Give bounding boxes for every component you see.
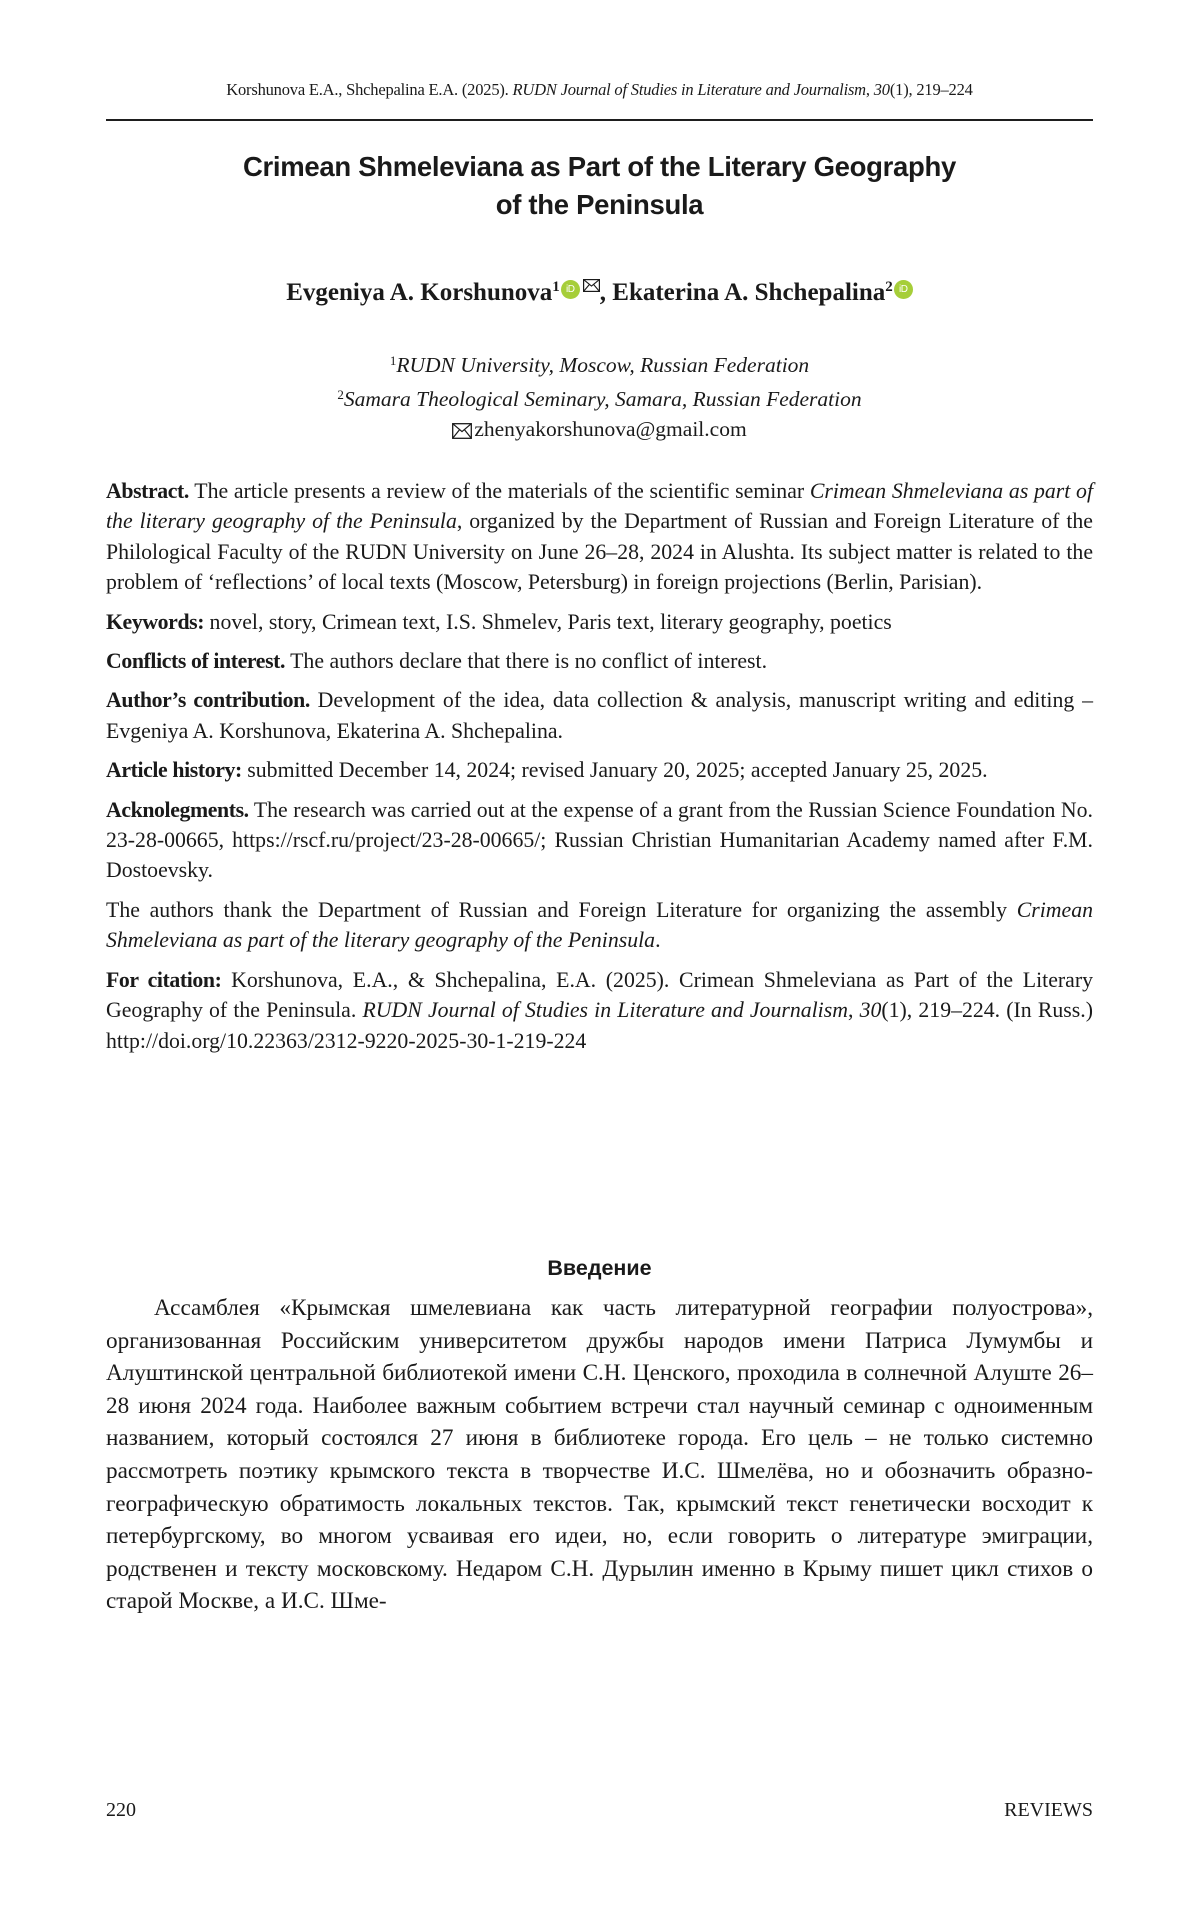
contribution-label: Author’s contribution.	[106, 688, 310, 713]
orcid-icon[interactable]: iD	[561, 280, 580, 299]
running-head-pages: (1), 219–224	[889, 80, 973, 99]
running-head-volume: 30	[873, 80, 890, 99]
page-number: 220	[106, 1799, 136, 1821]
doi-link[interactable]: http://doi.org/10.22363/2312-9220-2025-30-1-219-224	[106, 1028, 587, 1053]
header-rule	[106, 119, 1093, 121]
abstract: Abstract. The article presents a review of the materials of the scientific seminar Crimean Shmeleviana as part of the literary geography of the Peninsula, organized by the Department of Russian and Foreign Literature of the Philological Faculty of the RUDN University on June 26–28, 2024 in Alushta. Its subject matter is related to the problem of ‘reflections’ of local texts (Moscow, Petersburg) in foreign projections (Berlin, Parisian).	[106, 479, 1093, 595]
thanks: The authors thank the Department of Russian and Foreign Literature for organizing the assembly Crimean Shmeleviana as part of the literary geography of the Peninsula.	[106, 897, 1093, 953]
running-head-authors: Korshunova E.A., Shchepalina E.A. (2025).	[226, 80, 513, 99]
orcid-icon[interactable]: iD	[894, 280, 913, 299]
acknowledgments: Acknolegments. The research was carried out at the expense of a grant from the Russian Science Foundation No. 23-28-00665, https://rscf.ru/project/23-28-00665/; Russian Christian Humanitarian Academy named after F.M. Dostoevsky.	[106, 797, 1093, 883]
envelope-icon[interactable]	[583, 268, 600, 302]
article-title	[106, 148, 1093, 224]
affiliations	[106, 346, 1093, 447]
article-title-line-1: Crimean Shmeleviana as Part of the Literary Geography	[242, 151, 957, 182]
author-name: Evgeniya A. Korshunova	[286, 279, 553, 306]
body-paragraph: Ассамблея «Крымская шмелевиана как часть литературной географии полуострова», организованная Российским университетом дружбы народов имени Патриса Лумумбы и Алуштинской центральной библиотекой имени С.Н. Ценского, проходила в солнечной Алуште 26–28 июня 2024 года. Наиболее важным событием встречи стал научный семинар с одноименным названием, который состоялся 27 июня в библиотеке города. Его цель – не только системно рассмотреть поэтику крымского текста в творчестве И.С. Шмелёва, но и обозначить образно-географическую обратимость локальных текстов. Так, крымский текст генетически восходит к петербургскому, во многом усваивая его идеи, но, если говорить о литературе эмиграции, родственен и тексту московскому. Недаром С.Н. Дурылин именно в Крыму пишет цикл стихов о старой Москве, а И.С. Шме-	[106, 1295, 1093, 1615]
affiliation-marker: 2	[885, 279, 893, 295]
corresponding-email	[106, 414, 1093, 447]
article-title-line-2: of the Peninsula	[495, 189, 704, 220]
conflicts-of-interest: Conflicts of interest. The authors declare that there is no conflict of interest.	[106, 649, 768, 674]
author-contribution: Author’s contribution. Development of the idea, data collection & analysis, manuscript writing and editing – Evgeniya A. Korshunova, Ekaterina A. Shchepalina.	[106, 688, 1093, 743]
email-link[interactable]: zhenyakorshunova@gmail.com	[474, 417, 747, 441]
affiliation-item: $^1$RUDN University, Moscow, Russian Federation	[389, 353, 810, 377]
author-list: Evgeniya A. Korshunova$^1$ iD , Ekaterina A. Shchepalina$^2$ iD	[106, 268, 1093, 310]
article-history: Article history: submitted December 14, 2024; revised January 20, 2025; accepted January 25, 2025.	[106, 758, 988, 783]
affiliation-marker: 1	[552, 279, 560, 295]
footer-section-name: REVIEWS	[1004, 1799, 1093, 1821]
history-label: Article history:	[106, 758, 242, 783]
keywords-label: Keywords:	[106, 609, 205, 634]
article-metadata	[106, 476, 1093, 1065]
section-heading: Введение	[547, 1256, 652, 1280]
author-name: Ekaterina A. Shchepalina	[612, 279, 886, 306]
affiliation-item: $^2$Samara Theological Seminary, Samara, Russian Federation	[337, 387, 862, 411]
running-head-journal: RUDN Journal of Studies in Literature and Journalism	[512, 80, 866, 99]
acknowledgments-label: Acknolegments.	[106, 797, 249, 822]
envelope-icon	[452, 417, 472, 447]
citation-label: For citation:	[106, 967, 222, 992]
citation: For citation: Korshunova, E.A., & Shchepalina, E.A. (2025). Crimean Shmeleviana as Part of the Literary Geography of the Peninsula. RUDN Journal of Studies in Literature and Journalism, 30(1), 219–224. (In Russ.) http://doi.org/10.22363/2312-9220-2025-30-1-219-224	[106, 967, 1093, 1053]
abstract-label: Abstract.	[106, 479, 189, 503]
running-head: Korshunova E.A., Shchepalina E.A. (2025). RUDN Journal of Studies in Literature and Journalism, 30(1), 219–224	[226, 80, 973, 99]
keywords: Keywords: novel, story, Crimean text, I.S. Shmelev, Paris text, literary geography, poetics	[106, 609, 892, 634]
conflicts-label: Conflicts of interest.	[106, 649, 286, 674]
body-text	[106, 1292, 1093, 1618]
